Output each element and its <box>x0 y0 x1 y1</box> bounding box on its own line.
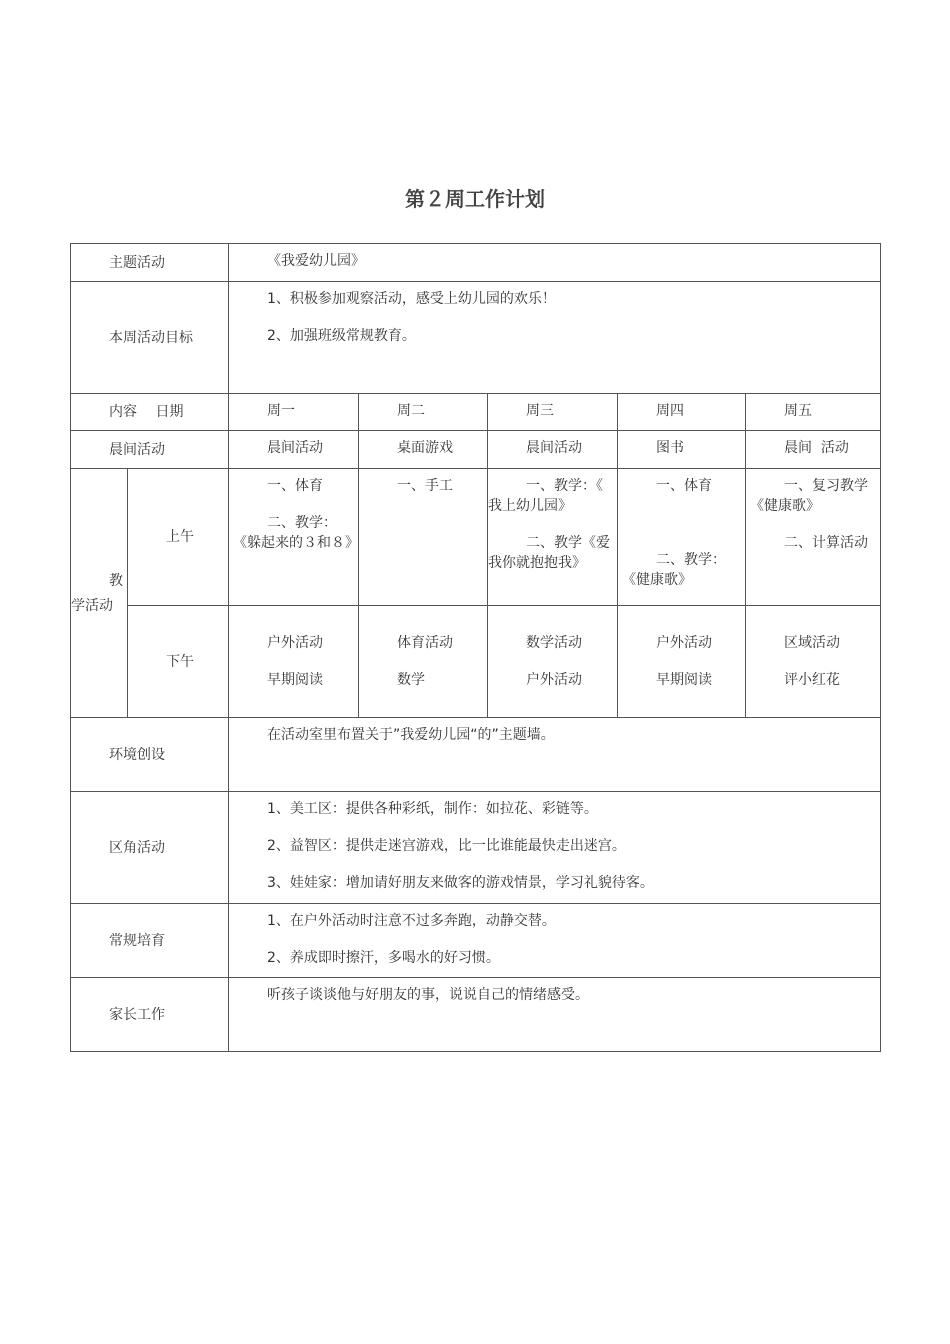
am-tue <box>359 469 488 606</box>
teaching-label <box>71 469 128 718</box>
header-row <box>71 394 881 431</box>
pm-tue-line: 数学 <box>397 672 425 688</box>
am-wed-line: 二、教学《爱 <box>526 535 610 551</box>
am-wed-line: 我你就抱抱我》 <box>488 555 586 571</box>
pm-wed-line: 数学活动 <box>526 635 582 651</box>
am-fri <box>746 469 881 606</box>
weekly-plan-table <box>70 243 881 1052</box>
morning-row <box>71 431 881 469</box>
pm-tue-line: 体育活动 <box>397 635 453 651</box>
corner-item: 2、益智区：提供走迷宫游戏，比一比谁能最快走出迷宫。 <box>267 838 626 854</box>
content-date-header: 内容 日期 <box>71 394 229 431</box>
am-thu <box>618 469 746 606</box>
am-fri-line: 二、计算活动 <box>784 535 868 551</box>
corner-item: 1、美工区：提供各种彩纸，制作：如拉花、彩链等。 <box>267 801 598 817</box>
pm-mon-line: 早期阅读 <box>267 672 323 688</box>
pm-fri-line: 评小红花 <box>784 672 840 688</box>
parents-row <box>71 978 881 1052</box>
theme-label: 主题活动 <box>71 244 229 282</box>
theme-row <box>71 244 881 282</box>
theme-value: 《我爱幼儿园》 <box>229 244 881 282</box>
environment-row <box>71 718 881 792</box>
pm-thu <box>618 606 746 718</box>
am-mon-line: 《躲起来的３和８》 <box>233 535 359 551</box>
morning-fri: 晨间 活动 <box>746 431 881 469</box>
routine-item: 2、养成即时擦汗，多喝水的好习惯。 <box>267 950 500 966</box>
parents-label: 家长工作 <box>71 978 229 1052</box>
corner-item: 3、娃娃家：增加请好朋友来做客的游戏情景，学习礼貌待客。 <box>267 875 654 891</box>
routine-item: 1、在户外活动时注意不过多奔跑，动静交替。 <box>267 913 556 929</box>
routine-list <box>229 904 881 978</box>
day-header-mon: 周一 <box>229 394 359 431</box>
am-thu-line: 《健康歌》 <box>622 572 692 588</box>
goal-item: 2、加强班级常规教育。 <box>267 328 416 344</box>
am-thu-line: 一、体育 <box>656 478 712 494</box>
pm-tue <box>359 606 488 718</box>
pm-mon-line: 户外活动 <box>267 635 323 651</box>
routine-row <box>71 904 881 978</box>
pm-fri-line: 区域活动 <box>784 635 840 651</box>
goals-label: 本周活动目标 <box>71 282 229 394</box>
pm-thu-line: 早期阅读 <box>656 672 712 688</box>
corner-label: 区角活动 <box>71 792 229 904</box>
morning-thu: 图书 <box>618 431 746 469</box>
pm-wed <box>488 606 618 718</box>
day-header-tue: 周二 <box>359 394 488 431</box>
am-wed-line: 一、教学：《 <box>526 478 603 494</box>
morning-mon: 晨间活动 <box>229 431 359 469</box>
am-fri-line: 《健康歌》 <box>750 498 820 514</box>
pm-thu-line: 户外活动 <box>656 635 712 651</box>
am-mon <box>229 469 359 606</box>
morning-tue: 桌面游戏 <box>359 431 488 469</box>
am-label: 上午 <box>128 469 229 606</box>
parents-value: 听孩子谈谈他与好朋友的事，说说自己的情绪感受。 <box>229 978 881 1052</box>
teaching-pm-row <box>71 606 881 718</box>
am-tue-line: 一、手工 <box>397 478 453 494</box>
am-wed <box>488 469 618 606</box>
page-title: 第２周工作计划 <box>405 187 545 211</box>
am-wed-line: 我上幼儿园》 <box>488 498 572 514</box>
environment-value: 在活动室里布置关于”我爱幼儿园“的”主题墙。 <box>229 718 881 792</box>
am-fri-line: 一、复习教学 <box>784 478 868 494</box>
teaching-am-row <box>71 469 881 606</box>
environment-label: 环境创设 <box>71 718 229 792</box>
corner-list <box>229 792 881 904</box>
day-header-thu: 周四 <box>618 394 746 431</box>
pm-fri <box>746 606 881 718</box>
am-mon-line: 一、体育 <box>267 478 323 494</box>
routine-label: 常规培育 <box>71 904 229 978</box>
morning-label: 晨间活动 <box>71 431 229 469</box>
goals-list <box>229 282 881 394</box>
am-mon-line: 二、教学： <box>267 515 337 531</box>
morning-wed: 晨间活动 <box>488 431 618 469</box>
am-thu-line: 二、教学： <box>656 552 726 568</box>
pm-label: 下午 <box>128 606 229 718</box>
teaching-label-line1: 教 <box>109 572 123 589</box>
goal-item: 1、积极参加观察活动，感受上幼儿园的欢乐！ <box>267 291 556 307</box>
pm-wed-line: 户外活动 <box>526 672 582 688</box>
pm-mon <box>229 606 359 718</box>
day-header-wed: 周三 <box>488 394 618 431</box>
day-header-fri: 周五 <box>746 394 881 431</box>
corner-row <box>71 792 881 904</box>
goals-row <box>71 282 881 394</box>
teaching-label-line2: 学活动 <box>71 597 113 614</box>
